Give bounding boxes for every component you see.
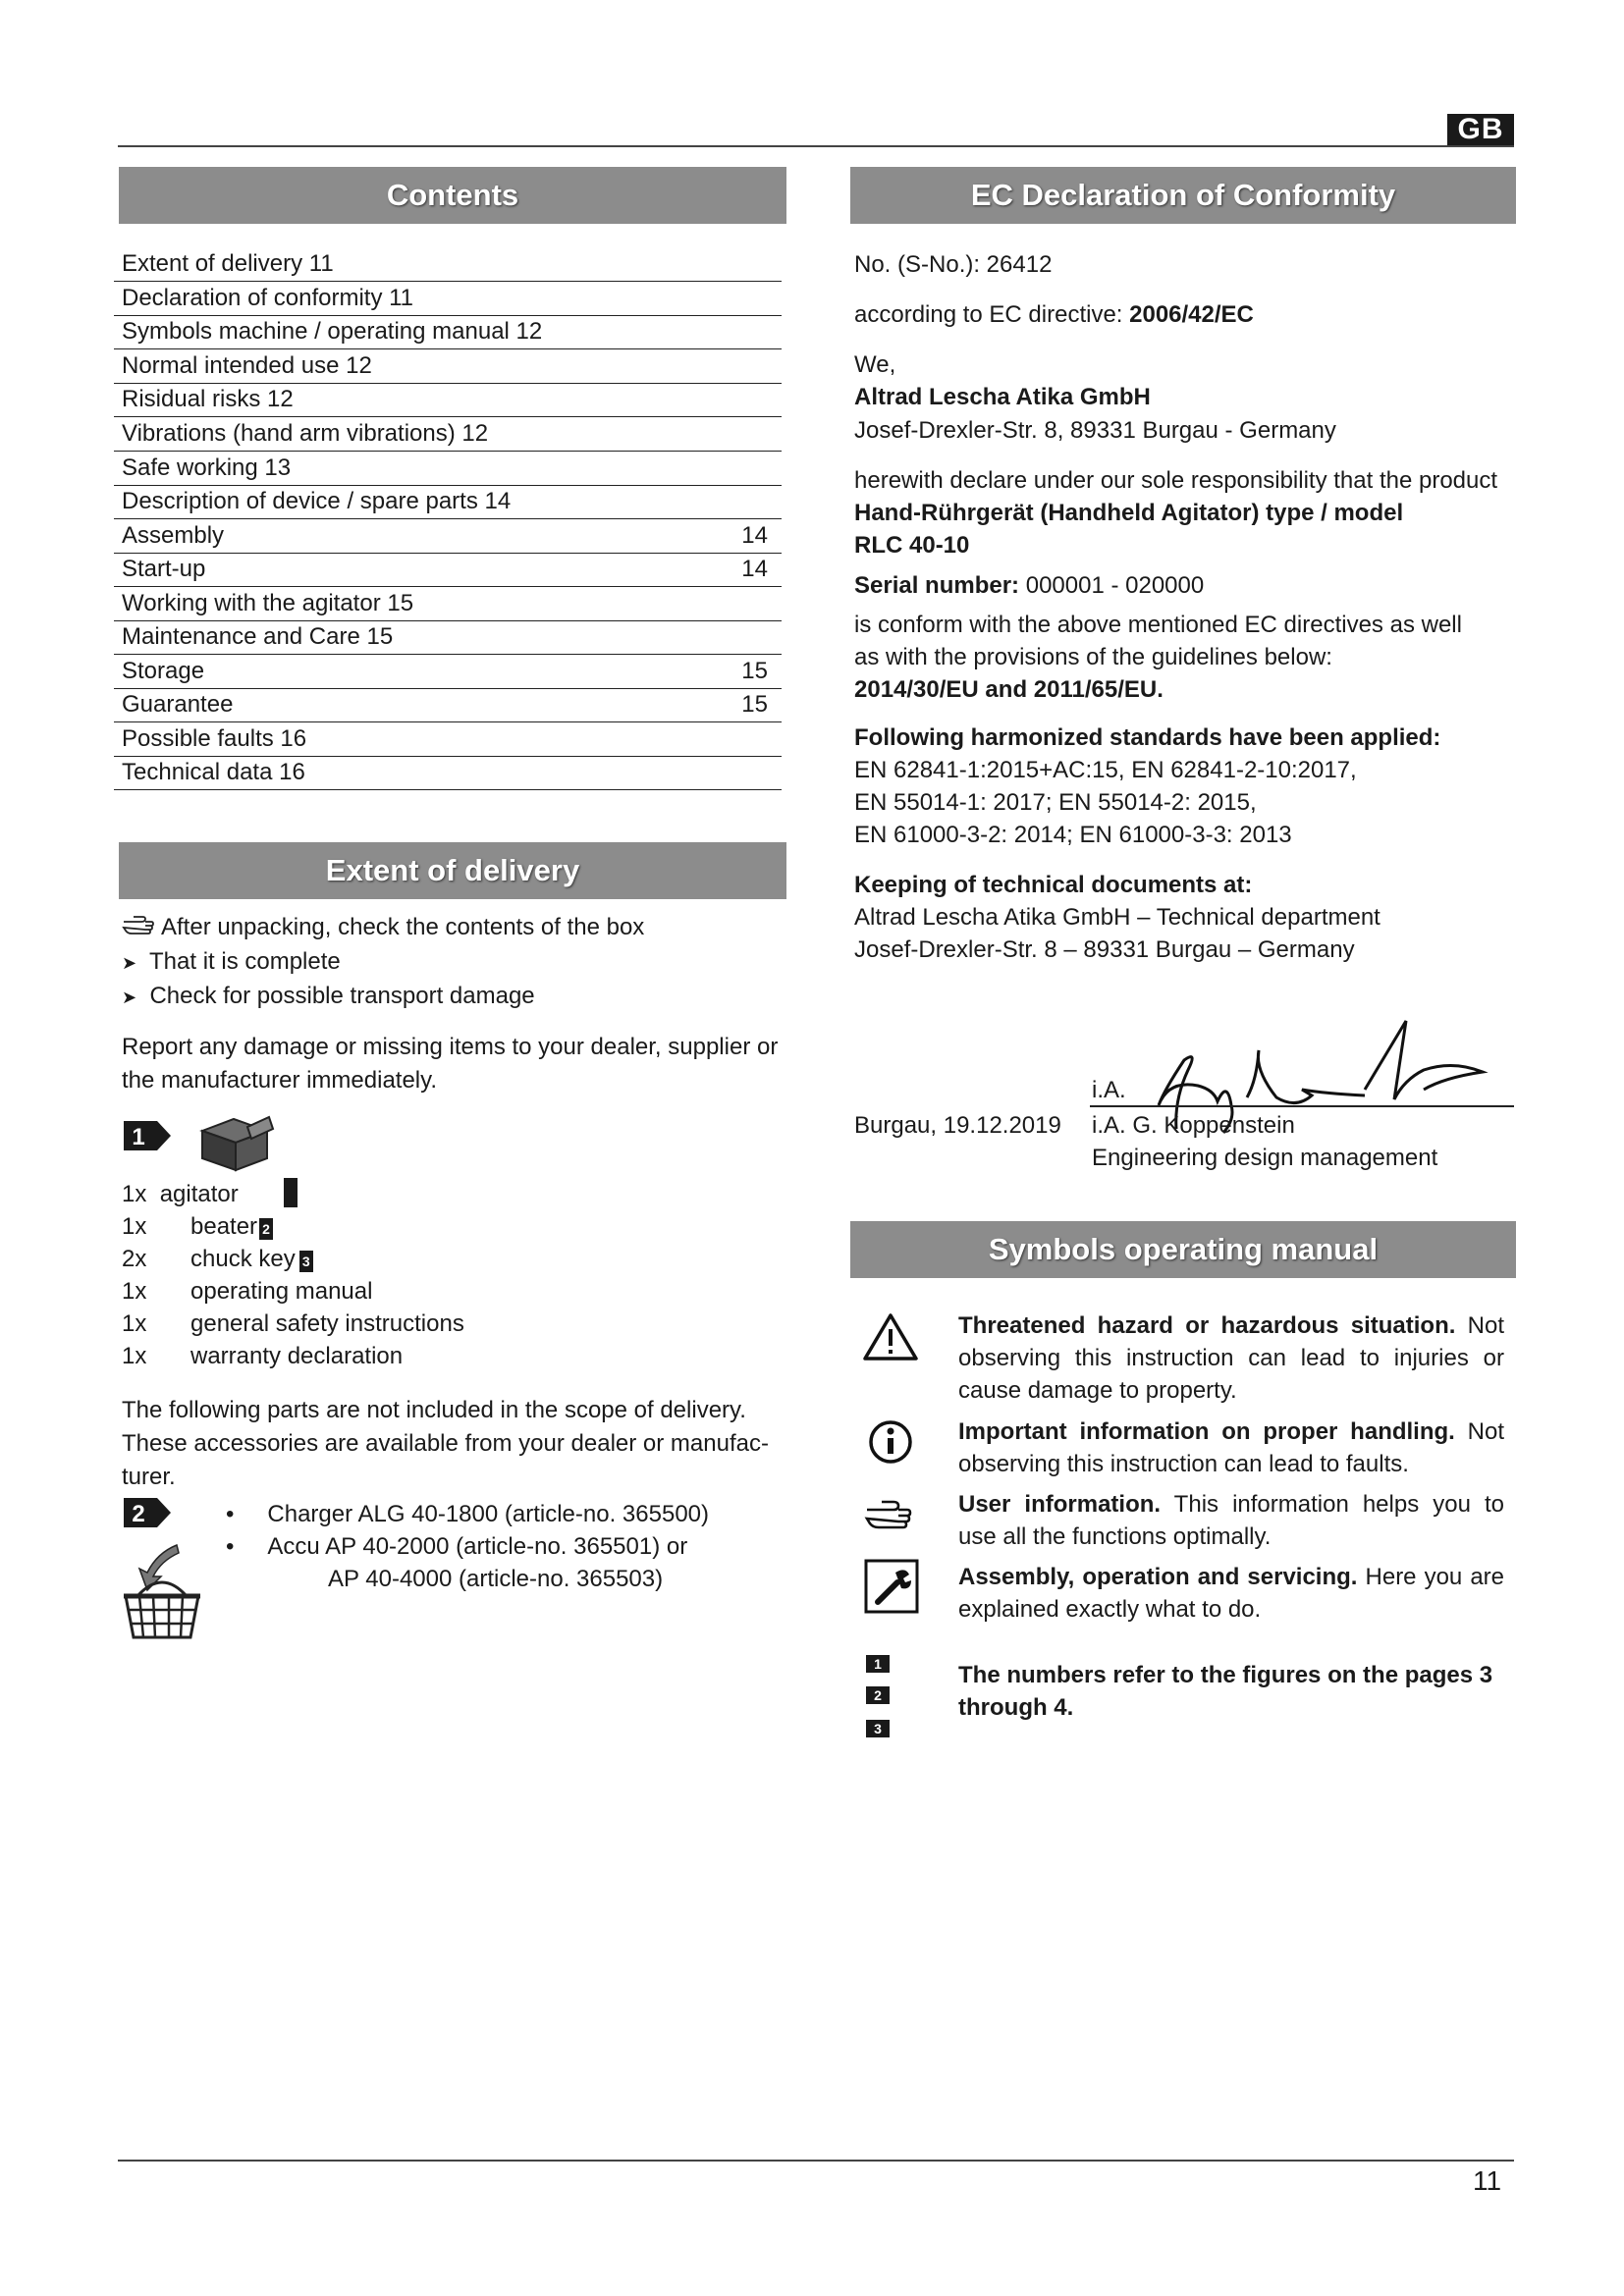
standards-heading: Following harmonized standards have been applied:: [854, 724, 1441, 751]
conformity-text: is conform with the above mentioned EC directives as well as with the provisions of the guidelines below:: [854, 612, 1462, 670]
standard-line: EN 61000-3-2: 2014; EN 61000-3-3: 2013: [854, 822, 1292, 848]
toc-entry[interactable]: Storage 15: [114, 655, 782, 689]
footer-rule: [118, 2160, 1514, 2162]
ec-declaration-heading: EC Declaration of Conformity: [850, 167, 1516, 224]
place-date: Burgau, 19.12.2019: [854, 1112, 1061, 1139]
contents-heading: Contents: [119, 167, 786, 224]
wrench-icon: [864, 1559, 919, 1619]
standard-line: EN 55014-1: 2017; EN 55014-2: 2015,: [854, 789, 1257, 816]
figure-1-badge: [122, 1119, 173, 1157]
delivery-item: 2x chuck key 3: [122, 1243, 313, 1276]
documents-line: Josef-Drexler-Str. 8 – 89331 Burgau – Germany: [854, 936, 1355, 963]
standard-line: EN 62841-1:2015+AC:15, EN 62841-2-10:2017,: [854, 757, 1357, 783]
toc-entry[interactable]: Safe working 13: [114, 452, 782, 486]
figure-ref-badge: 3: [866, 1720, 890, 1737]
figure-ref-badge: [284, 1178, 298, 1207]
product-model: RLC 40-10: [854, 532, 970, 559]
signer-name: i.A. G. Koppenstein: [1092, 1112, 1295, 1139]
report-damage-text: Report any damage or missing items to your dealer, supplier or the manufacturer immediately.: [122, 1034, 779, 1094]
toc-entry[interactable]: Start-up 14: [114, 553, 782, 587]
delivery-item: 1x beater 2: [122, 1210, 273, 1244]
figure-ref-badge: 1: [866, 1655, 890, 1673]
toc-entry[interactable]: Working with the agitator 15: [114, 587, 782, 621]
signature-line: [1090, 1105, 1514, 1107]
not-included-text: The following parts are not included in the scope of delivery. These accessories are available from your dealer or manufac-turer.: [122, 1397, 769, 1490]
toc-entry[interactable]: Assembly 14: [114, 519, 782, 554]
documents-heading: Keeping of technical documents at:: [854, 872, 1253, 898]
toc-entry[interactable]: Extent of delivery 11: [114, 247, 782, 282]
toc-entry[interactable]: Vibrations (hand arm vibrations) 12: [114, 417, 782, 452]
symbol-description: Important information on proper handling. Not observing this instruction can lead to faults.: [958, 1418, 1504, 1477]
directive-line: according to EC directive: 2006/42/EC: [854, 301, 1254, 328]
bullet-dot-icon: •: [226, 1533, 235, 1560]
serial-range: Serial number: 000001 - 020000: [854, 572, 1205, 599]
info-icon: [868, 1419, 913, 1469]
delivery-item: 1x agitator: [122, 1178, 298, 1211]
symbol-description: Assembly, operation and servicing. Here you are explained exactly what to do.: [958, 1564, 1504, 1623]
figure-ref-badge: 3: [299, 1251, 313, 1272]
warning-triangle-icon: [862, 1311, 919, 1367]
company-name: Altrad Lescha Atika GmbH: [854, 384, 1151, 410]
check-item: ➤ That it is complete: [122, 948, 341, 975]
pointing-hand-icon: [122, 912, 155, 945]
language-badge: GB: [1447, 114, 1514, 145]
figure-ref-badge: 2: [866, 1686, 890, 1704]
ia-label: i.A.: [1092, 1077, 1126, 1103]
figures-note: The numbers refer to the figures on the pages 3 through 4.: [958, 1662, 1493, 1721]
toc-entry[interactable]: Possible faults 16: [114, 722, 782, 757]
symbols-heading: Symbols operating manual: [850, 1221, 1516, 1278]
documents-line: Altrad Lescha Atika GmbH – Technical department: [854, 904, 1380, 931]
accessory-item: • Accu AP 40-2000 (article-no. 365501) or: [226, 1533, 688, 1560]
accessory-item: • Charger ALG 40-1800 (article-no. 365500): [226, 1501, 710, 1527]
extent-of-delivery-heading: Extent of delivery: [119, 842, 786, 899]
shopping-basket-icon: [118, 1539, 206, 1650]
product-name: Hand-Rührgerät (Handheld Agitator) type / model: [854, 500, 1404, 526]
symbol-description: User information. This information helps you to use all the functions optimally.: [958, 1491, 1504, 1550]
symbol-description: Threatened hazard or hazardous situation. Not observing this instruction can lead to injuries or cause damage to property.: [958, 1312, 1505, 1404]
arrow-bullet-icon: ➤: [122, 953, 137, 973]
figure-2-badge: [122, 1496, 173, 1534]
toc-entry[interactable]: Description of device / spare parts 14: [114, 485, 782, 519]
toc-entry[interactable]: Declaration of conformity 11: [114, 282, 782, 316]
delivery-item: 1x general safety instructions: [122, 1310, 464, 1337]
toc-entry[interactable]: Maintenance and Care 15: [114, 620, 782, 655]
serial-number-line: No. (S-No.): 26412: [854, 251, 1053, 278]
figure-ref-badge: 2: [259, 1218, 273, 1240]
signer-role: Engineering design management: [1092, 1145, 1438, 1171]
box-icon: [192, 1109, 277, 1179]
svg-text:2: 2: [132, 1501, 145, 1527]
delivery-item: 1x warranty declaration: [122, 1343, 404, 1369]
toc-entry[interactable]: Symbols machine / operating manual 12: [114, 315, 782, 349]
pointing-hand-icon: [864, 1498, 913, 1536]
bullet-dot-icon: •: [226, 1501, 235, 1527]
delivery-item: 1x operating manual: [122, 1278, 373, 1305]
toc-entry[interactable]: Guarantee 15: [114, 688, 782, 722]
toc-entry[interactable]: Risidual risks 12: [114, 383, 782, 417]
toc-entry[interactable]: Normal intended use 12: [114, 349, 782, 384]
header-rule: [118, 145, 1514, 147]
page-number: 11: [1473, 2165, 1502, 2196]
we-text: We,: [854, 351, 896, 378]
check-item: ➤ Check for possible transport damage: [122, 983, 535, 1009]
svg-text:1: 1: [132, 1124, 145, 1150]
guidelines: 2014/30/EU and 2011/65/EU.: [854, 676, 1164, 703]
company-address: Josef-Drexler-Str. 8, 89331 Burgau - Germany: [854, 417, 1336, 444]
unpacking-note: After unpacking, check the contents of the box: [122, 911, 789, 945]
arrow-bullet-icon: ➤: [122, 988, 137, 1007]
toc-entry[interactable]: Technical data 16: [114, 756, 782, 790]
accessory-item-continued: AP 40-4000 (article-no. 365503): [328, 1566, 664, 1592]
declare-text: herewith declare under our sole responsibility that the product: [854, 467, 1498, 494]
